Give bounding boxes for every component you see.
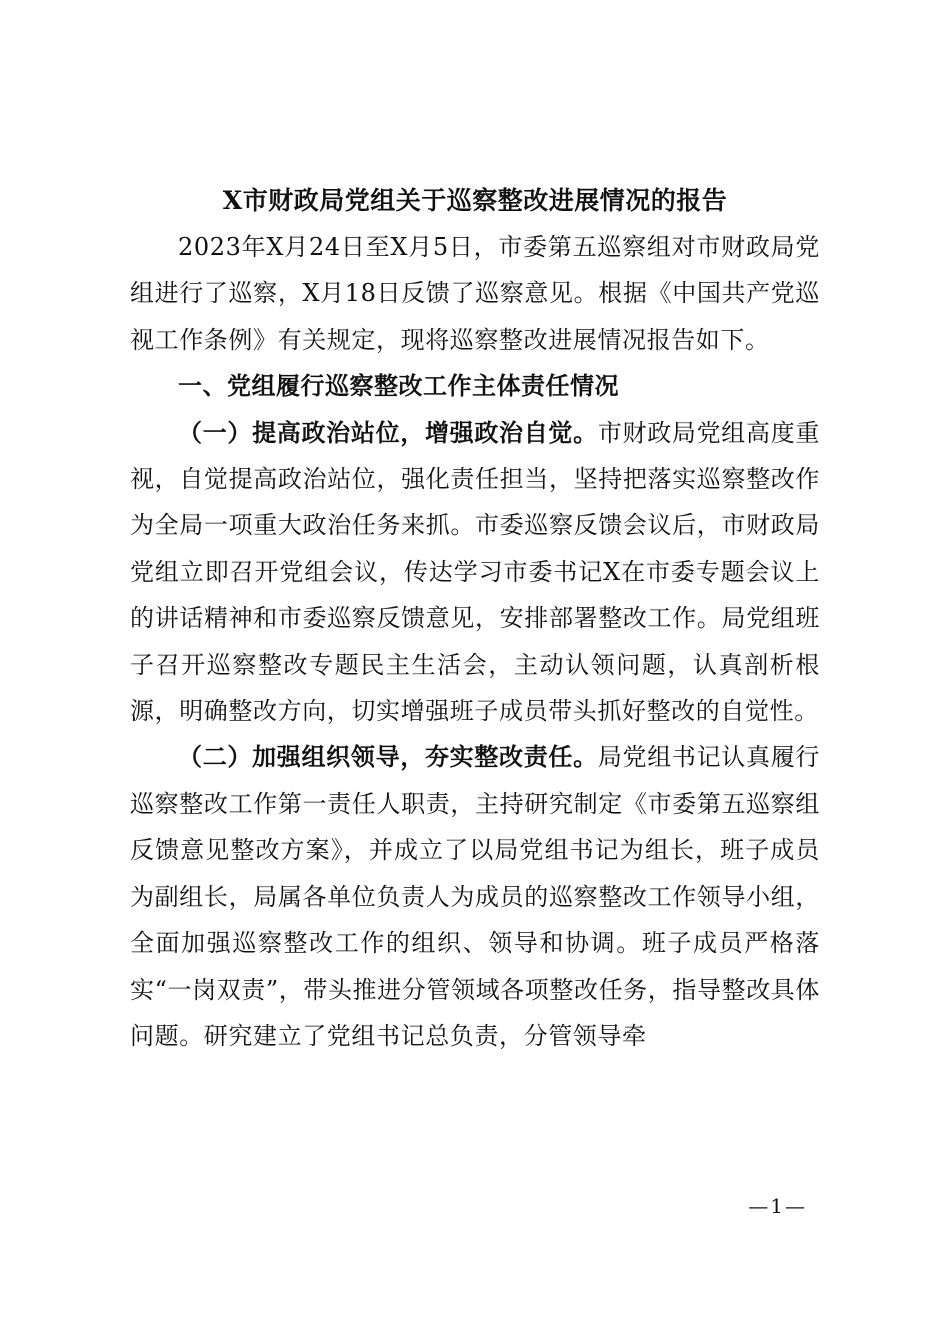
section1-paragraph-2: [130, 734, 820, 1059]
section1-paragraph-2-lead: （二）加强组织领导，夯实整改责任。: [178, 742, 598, 772]
document-body: [130, 224, 820, 1059]
intro-paragraph: 2023年X月24日至X月5日，市委第五巡察组对市财政局党组进行了巡察，X月18日反馈了巡察意见。根据《中国共产党巡视工作条例》有关规定，现将巡察整改进展情况报告如下。: [130, 233, 820, 354]
page-number: —1—: [748, 1194, 807, 1218]
section1-paragraph-2-text: 局党组书记认真履行巡察整改工作第一责任人职责，主持研究制定《市委第五巡察组反馈意见整改方案》，并成立了以局党组书记为组长，班子成员为副组长，局属各单位负责人为成员的巡察整改工作领导小组，全面加强巡察整改工作的组织、领导和协调。班子成员严格落实“一岗双责”，带头推进分管领域各项整改任务，指导整改具体问题。研究建立了党组书记总负责，分管领导牵: [130, 743, 820, 1050]
section1-paragraph-1: [130, 410, 820, 735]
section-heading-1: 一、党组履行巡察整改工作主体责任情况: [178, 372, 619, 401]
section1-paragraph-1-text: 市财政局党组高度重视，自觉提高政治站位，强化责任担当，坚持把落实巡察整改作为全局一项重大政治任务来抓。市委巡察反馈会议后，市财政局党组立即召开党组会议，传达学习市委书记X在市委专题会议上的讲话精神和市委巡察反馈意见，安排部署整改工作。局党组班子召开巡察整改专题民主生活会，主动认领问题，认真剖析根源，明确整改方向，切实增强班子成员带头抓好整改的自觉性。: [130, 418, 820, 726]
section1-paragraph-1-lead: （一）提高政治站位，增强政治自觉。: [178, 417, 598, 447]
document-title: X市财政局党组关于巡察整改进展情况的报告: [222, 186, 728, 215]
